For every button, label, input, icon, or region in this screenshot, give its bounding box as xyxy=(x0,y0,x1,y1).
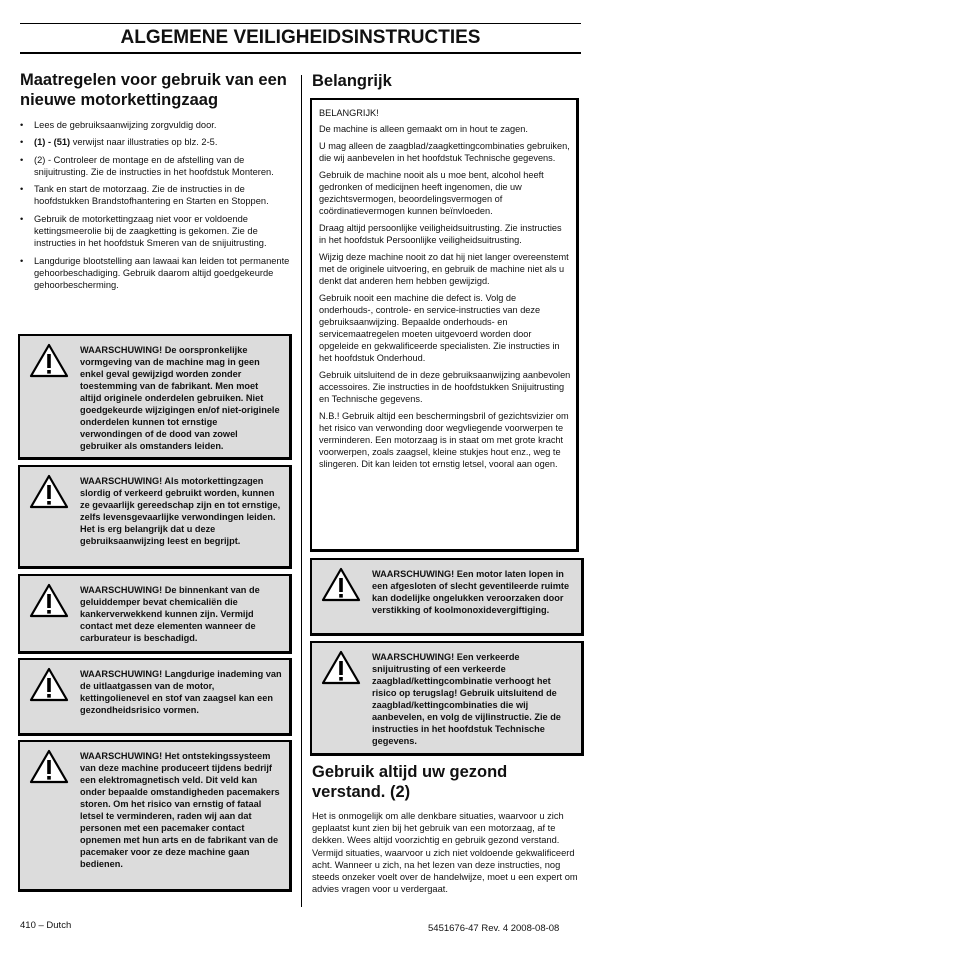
list-item xyxy=(20,183,292,208)
important-paragraph: Gebruik de machine nooit als u moe bent, alcohol heeft gedronken of medicijnen heeft ingenomen, die uw gezichtsvermogen, beoordelingsvermogen of coördinatievermogen kunnen beïnvloeden. xyxy=(319,170,544,216)
list-item xyxy=(20,213,292,250)
warning-box xyxy=(310,558,584,636)
warning-triangle-icon xyxy=(29,583,69,618)
warning-box xyxy=(18,740,292,892)
list-item xyxy=(20,119,292,131)
warning-text: WAARSCHUWING! Langdurige inademing van de uitlaatgassen van de motor, kettingolienevel en stof van zaagsel kan een gezondheidsrisico vormen. xyxy=(80,669,282,715)
warning-box xyxy=(18,465,292,569)
warning-text: WAARSCHUWING! Een motor laten lopen in een afgesloten of slecht geventileerde ruimte kan dodelijke ongelukken veroorzaken door verstikking of koolmonoxidevergiftiging. xyxy=(372,569,570,615)
warning-text: WAARSCHUWING! Het ontstekingssysteem van deze machine produceert tijdens bedrijf een elektromagnetisch veld. Dit veld kan onder bepaalde omstandigheden pacemakers storen. Om het risico van ernstig of fataal letsel te verminderen, raden wij aan dat personen met een pacemaker contact opnemen met hun arts en de fabrikant van de pacemaker voor ze deze machine gaan bedienen. xyxy=(80,751,280,869)
list-item-bold: (1) - (51) xyxy=(34,137,71,148)
section-heading-new-chainsaw: Maatregelen voor gebruik van een nieuwe motorkettingzaag xyxy=(20,71,287,109)
important-paragraph: N.B.! Gebruik altijd een beschermingsbril of gezichtsvizier om het risico van verwonding door wegvliegende voorwerpen te verminderen. Een motorzaag is in staat om met grote kracht voorwerpen, zoals zaagsel, kleine stukjes hout enz., weg te slingeren. Dit kan leiden tot ernstig letsel, vooral aan ogen. xyxy=(319,411,569,469)
list-item-text: Tank en start de motorzaag. Zie de instructies in de hoofdstukken Brandstofhantering en Starten en Stoppen. xyxy=(34,184,269,207)
warning-triangle-icon xyxy=(29,343,69,378)
list-item-text: Gebruik de motorkettingzaag niet voor er voldoende kettingsmeerolie bij de zaagketting is gekomen. Zie de instructies in het hoofdstuk Smeren van de snijuitrusting. xyxy=(34,213,267,249)
warning-text: WAARSCHUWING! Als motorkettingzagen slordig of verkeerd gebruikt worden, kunnen ze gevaarlijk gereedschap zijn en tot ernstige, zelfs levensgevaarlijke verwondingen leiden. Het is erg belangrijk dat u deze gebruiksaanwijzing leest en begrijpt. xyxy=(80,476,281,546)
common-sense-paragraph: Het is onmogelijk om alle denkbare situaties, waarvoor u zich geplaatst kunt zien bij het gebruik van een motorzaag, af te dekken. Wees altijd voorzichtig en gebruik gezond verstand. Vermijd situaties, waarvoor u zich niet voldoende gekwalificeerd acht. Wanneer u zich, na het lezen van deze instructies, nog steeds onzeker voelt over de handelwijze, moet u een expert om advies vragen voor u verdergaat. xyxy=(312,811,578,895)
warning-triangle-icon xyxy=(29,474,69,509)
warning-box xyxy=(18,574,292,654)
important-box xyxy=(310,98,579,552)
warning-triangle-icon xyxy=(29,749,69,784)
list-item-text: Lees de gebruiksaanwijzing zorgvuldig door. xyxy=(34,120,217,130)
list-item xyxy=(20,154,292,179)
section-heading-important: Belangrijk xyxy=(312,72,392,90)
list-item-text: Langdurige blootstelling aan lawaai kan leiden tot permanente gehoorbeschadiging. Gebruik daarom altijd goedgekeurde gehoorbescherming. xyxy=(34,255,290,291)
important-paragraph: Wijzig deze machine nooit zo dat hij niet langer overeenstemt met de originele uitvoering, en gebruik de machine niet als u denkt dat anderen hem hebben gewijzigd. xyxy=(319,252,569,286)
warning-triangle-icon xyxy=(321,567,361,602)
list-item-text: verwijst naar illustraties op blz. 2-5. xyxy=(70,137,218,148)
warning-triangle-icon xyxy=(321,650,361,685)
warning-triangle-icon xyxy=(29,667,69,702)
important-paragraph: Gebruik uitsluitend de in deze gebruiksaanwijzing aanbevolen accessoires. Zie instructies in de hoofdstukken Snijuitrusting en Technische gegevens. xyxy=(319,370,571,404)
important-paragraph: De machine is alleen gemaakt om in hout te zagen. xyxy=(319,124,528,134)
footer-document-id: 5451676-47 Rev. 4 2008-08-08 xyxy=(428,923,560,934)
important-paragraph: U mag alleen de zaagblad/zaagkettingcombinaties gebruiken, die wij aanbevelen in het hoofdstuk Technische gegevens. xyxy=(319,141,570,163)
warning-text: WAARSCHUWING! De oorspronkelijke vormgeving van de machine mag in geen enkel geval gewijzigd worden zonder toestemming van de fabrikant. Men moet altijd originele onderdelen gebruiken. Niet goedgekeurde wijzigingen en/of niet-originele onderdelen kunnen tot ernstige verwondingen of de dood van zowel gebruiker als omstanders leiden. xyxy=(80,345,280,451)
list-item-text: (2) - Controleer de montage en de afstelling van de snijuitrusting. Zie de instructies in het hoofdstuk Monteren. xyxy=(34,154,274,177)
warning-text: WAARSCHUWING! Een verkeerde snijuitrusting of een verkeerde zaagblad/kettingcombinatie verhoogt het risico op terugslag! Gebruik uitsluitend de zaagblad/kettingcombinaties die wij aanbevelen, en volg de vijlinstructie. Zie de instructies in het hoofdstuk Technische gegevens. xyxy=(372,652,561,746)
warning-box xyxy=(310,641,584,756)
list-item xyxy=(20,136,292,148)
bullet-list xyxy=(20,119,292,292)
section-heading-common-sense: Gebruik altijd uw gezond verstand. (2) xyxy=(312,763,508,801)
header-bottom-rule xyxy=(20,52,581,54)
warning-text: WAARSCHUWING! De binnenkant van de geluiddemper bevat chemicaliën die kankerverwekkend kunnen zijn. Vermijd contact met deze elementen wanneer de carburateur is beschadigd. xyxy=(80,585,260,643)
list-item xyxy=(20,255,292,292)
warning-box xyxy=(18,334,292,460)
important-paragraph: Gebruik nooit een machine die defect is. Volg de onderhouds-, controle- en service-instructies van deze gebruiksaanwijzing. Bepaalde onderhouds- en servicemaatregelen moeten uitgevoerd worden door opgeleide en gekwalificeerde specialisten. Zie instructies in het hoofdstuk Onderhoud. xyxy=(319,293,560,363)
important-paragraph: Draag altijd persoonlijke veiligheidsuitrusting. Zie instructies in het hoofdstuk Persoonlijke veiligheidsuitrusting. xyxy=(319,223,562,245)
page-title: ALGEMENE VEILIGHEIDSINSTRUCTIES xyxy=(120,27,481,48)
left-column xyxy=(20,71,292,297)
header-top-rule xyxy=(20,23,581,24)
warning-box xyxy=(18,658,292,736)
footer-page-number: 410 – Dutch xyxy=(20,920,72,931)
column-divider xyxy=(301,75,302,907)
important-heading: BELANGRIJK! xyxy=(319,108,379,118)
